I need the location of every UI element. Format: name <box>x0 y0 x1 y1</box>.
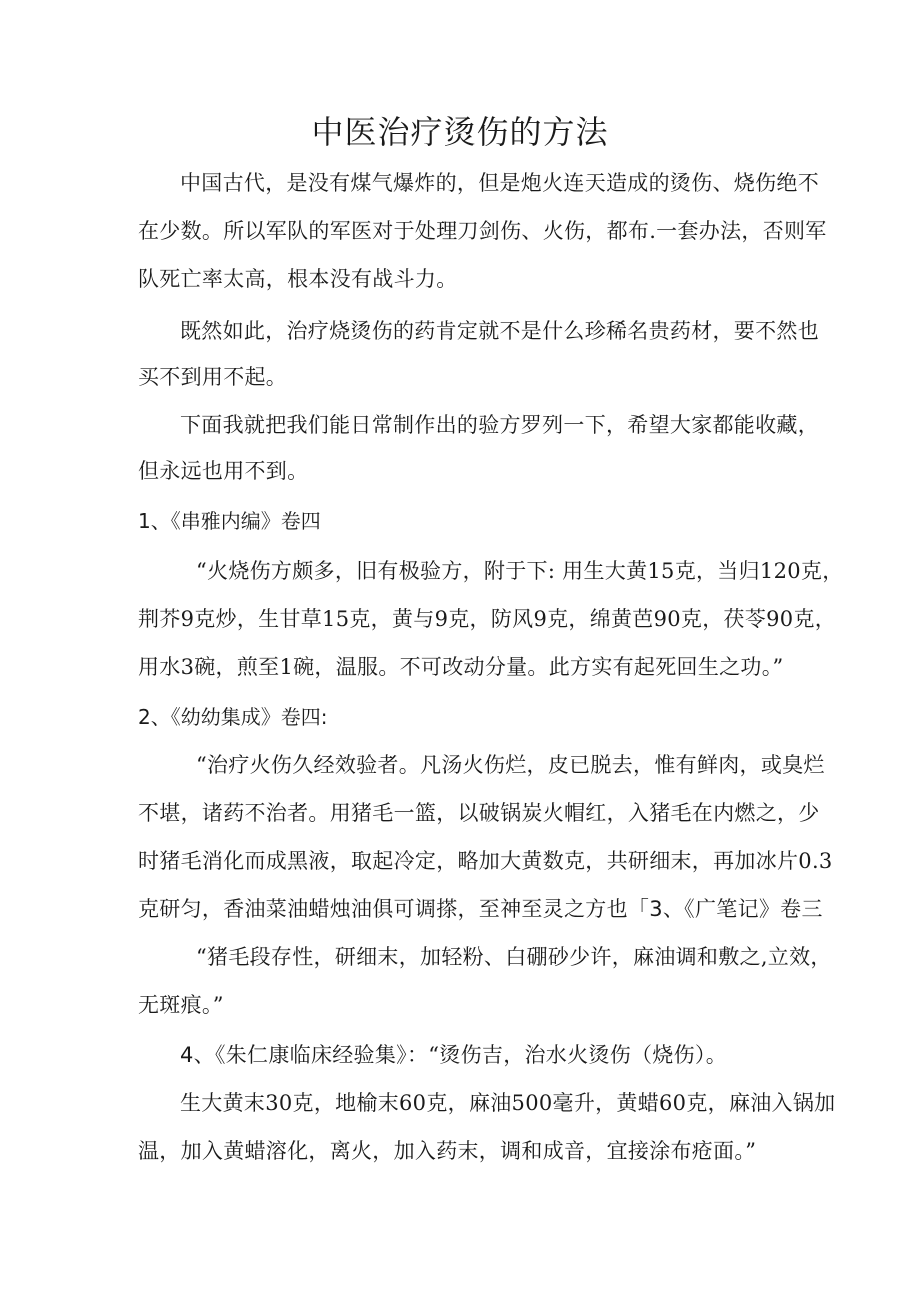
section-2-line-2: 不堪，诸药不治者。用猪毛一篮，以破锅炭火帽红，入猪毛在内燃之，少 <box>138 801 820 825</box>
section-2-line-4-text: 克研匀，香油菜油蜡烛油俱可调搽，至神至灵之方也「 <box>138 897 650 921</box>
section-4-line-2: 温，加入黄蜡溶化，离火，加入药末，调和成音，宜接涂布疮面。” <box>138 1139 757 1163</box>
intro-p3-line-1: 下面我就把我们能日常制作出的验方罗列一下，希望大家都能收藏， <box>180 413 819 437</box>
section-3-line-2: 无斑痕。” <box>138 993 224 1017</box>
section-3-heading: 3、《广笔记》卷三 <box>649 897 823 921</box>
section-3-line-1: “猪毛段存性，研细末，加轻粉、白硼砂少许，麻油调和敷之,立效， <box>196 945 832 969</box>
section-4-line-1: 生大黄末30克，地榆末60克，麻油500毫升，黄蜡60克，麻油入锅加 <box>180 1091 836 1115</box>
section-1-line-1: “火烧伤方颇多，旧有极验方，附于下: 用生大黄15克，当归120克， <box>196 559 844 583</box>
intro-p2-line-2: 买不到用不起。 <box>138 365 288 389</box>
section-2-line-1: “治疗火伤久经效验者。凡汤火伤烂，皮已脱去，惟有鲜肉，或臭烂 <box>196 753 825 777</box>
intro-p1-line-3: 队死亡率太高，根本没有战斗力。 <box>138 267 458 291</box>
section-2-heading: 2、《幼幼集成》卷四: <box>138 705 328 729</box>
section-4-heading: 4、《朱仁康临床经验集》 <box>180 1043 407 1067</box>
section-1-line-3: 用水3碗，煎至1碗，温服。不可改动分量。此方实有起死回生之功。” <box>138 655 784 679</box>
page-title: 中医治疗烫伤的方法 <box>311 113 609 151</box>
section-2-line-3: 时猪毛消化而成黑液，取起冷定，略加大黄数克，共研细末，再加冰片0.3 <box>138 849 833 873</box>
intro-p1-line-2: 在少数。所以军队的军医对于处理刀剑伤、火伤，都布.一套办法，否则军 <box>138 219 827 243</box>
intro-p3-line-2: 但永远也用不到。 <box>138 459 309 483</box>
section-1-heading: 1、《串雅内编》卷四 <box>138 509 321 533</box>
section-4-heading-line <box>180 1040 727 1070</box>
section-2-line-4 <box>138 894 823 924</box>
section-1-line-2: 荆芥9克炒，生甘草15克，黄与9克，防风9克，绵黄芭90克，茯苓90克， <box>138 607 837 631</box>
intro-p2-line-1: 既然如此，治疗烧烫伤的药肯定就不是什么珍稀名贵药材，要不然也 <box>180 319 819 343</box>
section-4-heading-tail: ：“烫伤吉，治水火烫伤（烧伤）。 <box>406 1043 728 1067</box>
intro-p1-line-1: 中国古代，是没有煤气爆炸的，但是炮火连天造成的烫伤、烧伤绝不 <box>180 171 819 195</box>
